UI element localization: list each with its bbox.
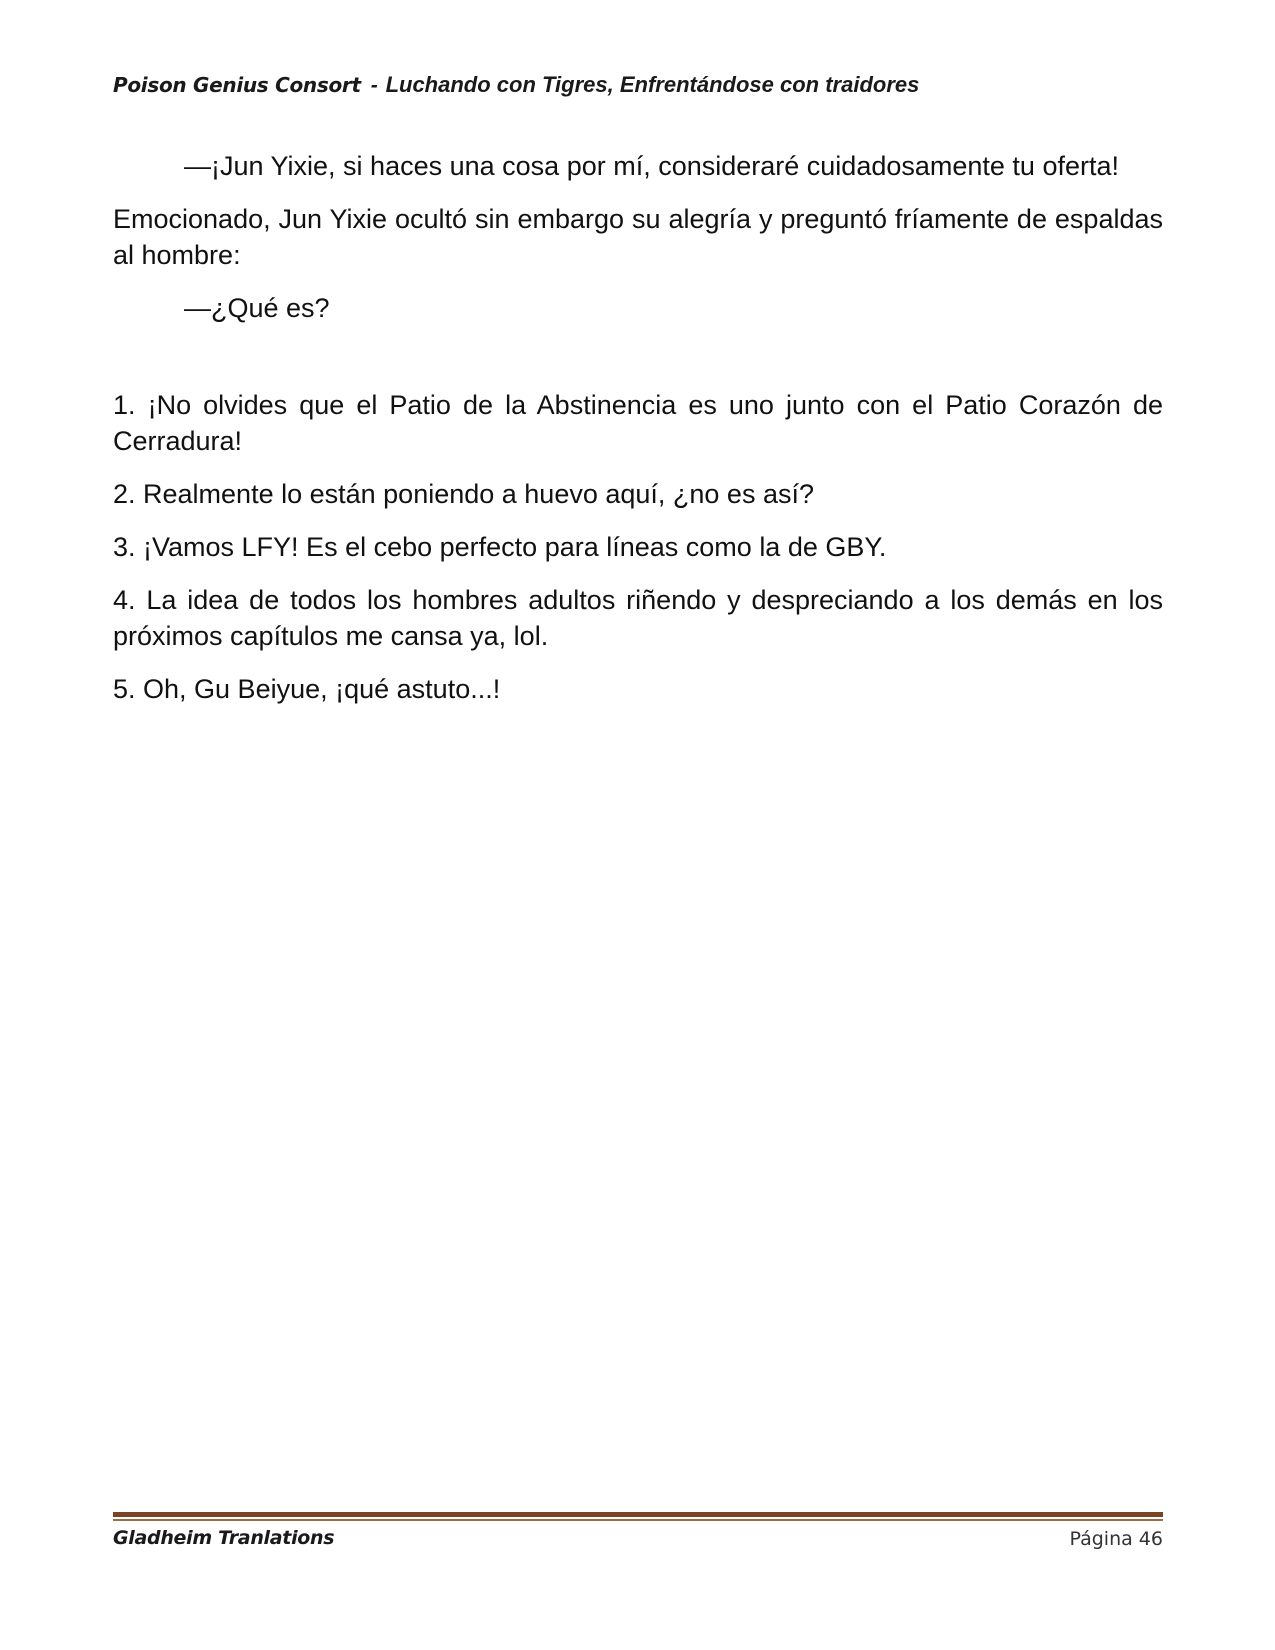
translator-note: 3. ¡Vamos LFY! Es el cebo perfecto para líneas como la de GBY. xyxy=(113,532,887,562)
footer-divider-thick xyxy=(113,1512,1163,1517)
translator-note: 1. ¡No olvides que el Patio de la Abstinencia es uno junto con el Patio Corazón de Cerradura! xyxy=(113,390,1163,456)
footer-divider-thin xyxy=(113,1519,1163,1521)
dialogue-paragraph: —¡Jun Yixie, si haces una cosa por mí, consideraré cuidadosamente tu oferta! xyxy=(184,151,1119,181)
publisher-name: Gladheim Tranlations xyxy=(113,1527,335,1549)
footer-divider xyxy=(113,1512,1163,1522)
translator-note: 4. La idea de todos los hombres adultos riñendo y despreciando a los demás en los próximos capítulos me cansa ya, lol. xyxy=(113,585,1163,651)
series-title: Poison Genius Consort xyxy=(113,73,361,97)
translator-note: 2. Realmente lo están poniendo a huevo aquí, ¿no es así? xyxy=(113,479,814,509)
chapter-title: Luchando con Tigres, Enfrentándose con traidores xyxy=(385,72,920,97)
page-body xyxy=(113,148,1163,724)
translator-note: 5. Oh, Gu Beiyue, ¡qué astuto...! xyxy=(113,674,501,704)
narration-paragraph: Emocionado, Jun Yixie ocultó sin embargo su alegría y preguntó fríamente de espaldas al hombre: xyxy=(113,204,1163,270)
page-header xyxy=(113,72,1163,98)
page-number: Página 46 xyxy=(1069,1528,1163,1550)
header-separator: - xyxy=(370,74,378,97)
section-gap xyxy=(113,343,1163,387)
dialogue-paragraph: —¿Qué es? xyxy=(184,293,330,323)
